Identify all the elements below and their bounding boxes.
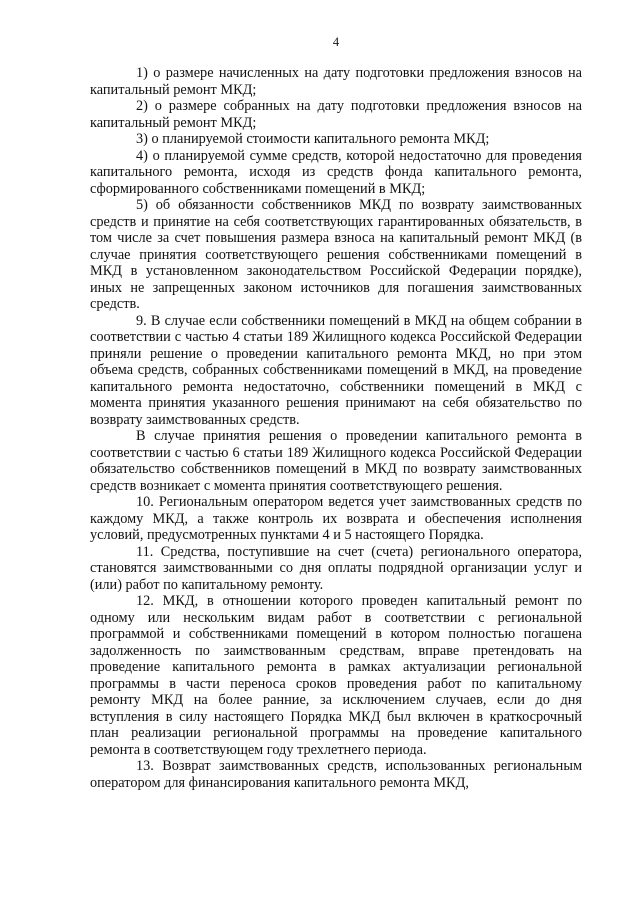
paragraph-section-13: 13. Возврат заимствованных средств, использованных региональным оператором для финансирования капитального ремонта МКД, <box>90 758 582 791</box>
paragraph-item-3: 3) о планируемой стоимости капитального ремонта МКД; <box>136 131 490 147</box>
paragraph-section-9: 9. В случае если собственники помещений в МКД на общем собрании в соответствии с частью 4 статьи 189 Жилищного кодекса Российской Федерации приняли решение о проведении капитального ремонта МКД, но при этом объема средств, собранных собственниками помещений в МКД, на проведение капитального ремонта недостаточно, собственники помещений в МКД с момента принятия указанного решения принимают на себя обязательство по возврату заимствованных средств. <box>90 312 582 428</box>
paragraph-section-12: 12. МКД, в отношении которого проведен капитальный ремонт по одному или нескольким видам работ в соответствии с региональной программой и собственниками помещений в котором полностью погашена задолженность по заимствованным средствам, вправе претендовать на проведение капитального ремонта в рамках актуализации региональной программы в части переноса сроков проведения работ по капитальному ремонту МКД на более ранние, за исключением случаев, если до дня вступления в силу настоящего Порядка МКД был включен в краткосрочный план реализации региональной программы на проведение капитального ремонта в соответствующем году трехлетнего периода. <box>90 593 582 758</box>
paragraph-item-4: 4) о планируемой сумме средств, которой недостаточно для проведения капитального ремонта, исходя из средств фонда капитального ремонта, сформированного собственниками помещений в МКД; <box>90 147 582 197</box>
paragraph-item-5: 5) об обязанности собственников МКД по возврату заимствованных средств и принятие на себя соответствующих гарантированных обязательств, в том числе за счет повышения размера взноса на капитальный ремонт МКД (в случае принятия соответствующего решения собственниками помещений в МКД в установленном законодательством Российской Федерации порядке), иных не запрещенных законом источников для погашения заимствованных средств. <box>90 197 582 312</box>
paragraph-item-1: 1) о размере начисленных на дату подготовки предложения взносов на капитальный ремонт МКД; <box>90 65 582 98</box>
paragraph-section-11: 11. Средства, поступившие на счет (счета) регионального оператора, становятся заимствованными со дня оплаты подрядной организации услуг и (или) работ по капитальному ремонту. <box>90 543 582 593</box>
page-number: 4 <box>332 35 340 49</box>
paragraph-item-2: 2) о размере собранных на дату подготовки предложения взносов на капитальный ремонт МКД; <box>90 98 582 131</box>
paragraph-section-10: 10. Региональным оператором ведется учет заимствованных средств по каждому МКД, а также контроль их возврата и обеспечения исполнения условий, предусмотренных пунктами 4 и 5 настоящего Порядка. <box>90 494 582 543</box>
paragraph-section-9-continued: В случае принятия решения о проведении капитального ремонта в соответствии с частью 6 статьи 189 Жилищного кодекса Российской Федерации обязательство собственников помещений в МКД по возврату заимствованных средств возникает с момента принятия соответствующего решения. <box>90 428 582 494</box>
